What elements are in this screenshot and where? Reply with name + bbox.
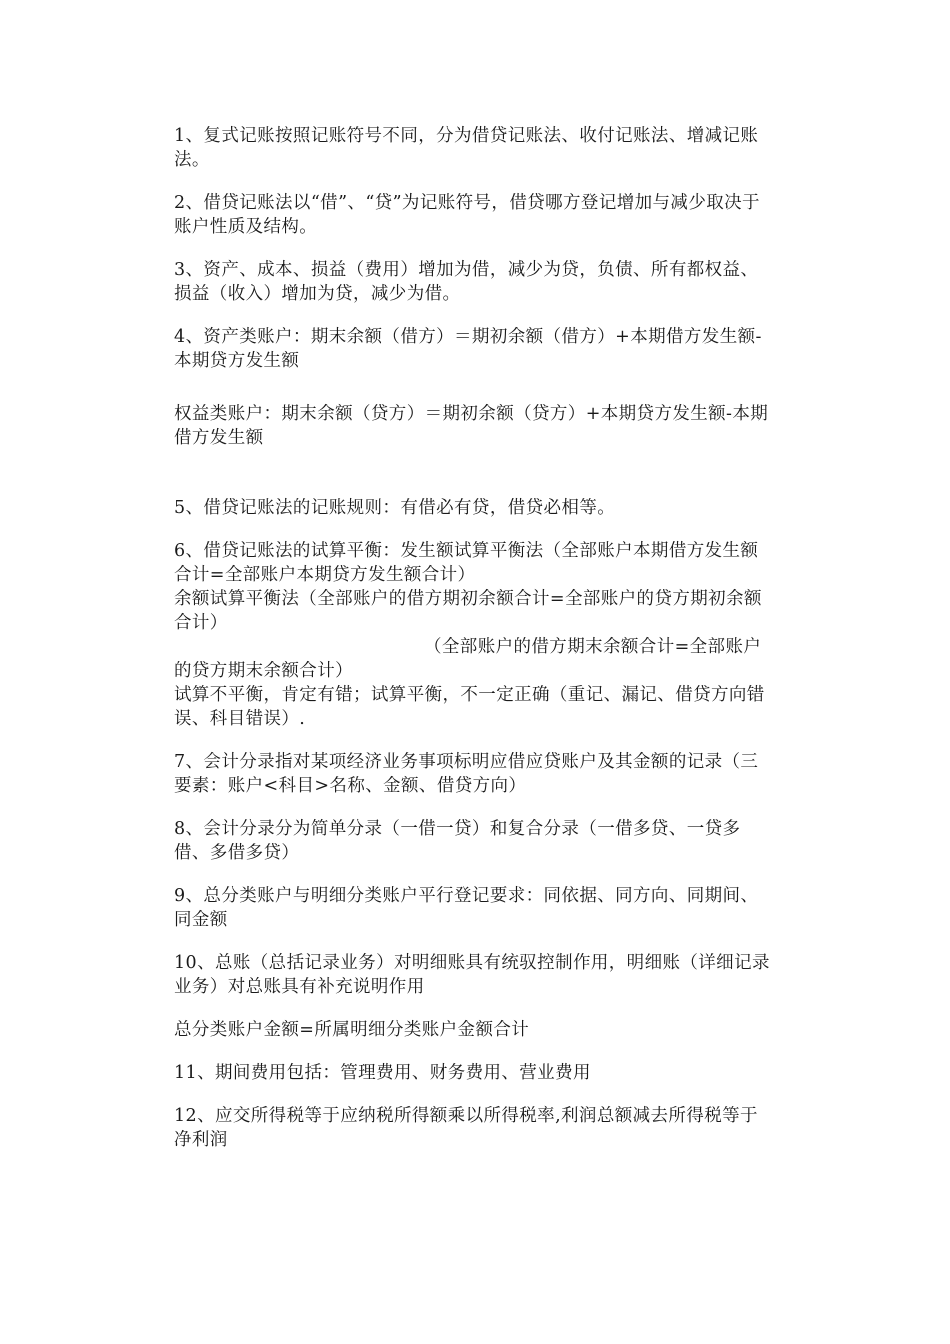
paragraph-3: 3、资产、成本、损益（费用）增加为借，减少为贷，负债、所有都权益、损益（收入）增加为贷，减少为借。 xyxy=(174,260,759,304)
paragraph-5: 5、借贷记账法的记账规则：有借必有贷，借贷必相等。 xyxy=(174,498,616,518)
paragraph-2: 2、借贷记账法以“借”、“贷”为记账符号，借贷哪方登记增加与减少取决于账户性质及结构。 xyxy=(174,193,760,237)
spacer xyxy=(174,450,774,496)
paragraph-4-equity: 权益类账户：期末余额（贷方）＝期初余额（贷方）+本期贷方发生额-本期借方发生额 xyxy=(174,404,769,448)
paragraph-10-total: 总分类账户金额=所属明细分类账户金额合计 xyxy=(174,1020,530,1040)
paragraph-4: 4、资产类账户：期末余额（借方）＝期初余额（借方）+本期借方发生额-本期贷方发生额 xyxy=(174,327,762,371)
paragraph-6-balance-closing: （全部账户的借方期末余额合计=全部账户的贷方期末余额合计） xyxy=(174,637,762,681)
paragraph-7: 7、会计分录指对某项经济业务事项标明应借应贷账户及其金额的记录（三要素：账户<科目>名称、金额、借贷方向） xyxy=(174,752,759,796)
paragraph-8: 8、会计分录分为简单分录（一借一贷）和复合分录（一借多贷、一贷多借、多借多贷） xyxy=(174,819,741,863)
paragraph-6-heading: 6、借贷记账法的试算平衡：发生额试算平衡法（全部账户本期借方发生额合计=全部账户本期贷方发生额合计） xyxy=(174,541,759,585)
document-body xyxy=(174,124,774,1171)
paragraph-6-errors: 试算不平衡，肯定有错；试算平衡，不一定正确（重记、漏记、借贷方向错误、科目错误）. xyxy=(174,685,765,729)
paragraph-6-balance-opening: 余额试算平衡法（全部账户的借方期初余额合计=全部账户的贷方期初余额合计） xyxy=(174,589,762,633)
paragraph-12: 12、应交所得税等于应纳税所得额乘以所得税率,利润总额减去所得税等于净利润 xyxy=(174,1106,758,1150)
paragraph-9: 9、总分类账户与明细分类账户平行登记要求：同依据、同方向、同期间、同金额 xyxy=(174,886,759,930)
paragraph-10: 10、总账（总括记录业务）对明细账具有统驭控制作用，明细账（详细记录业务）对总账具有补充说明作用 xyxy=(174,953,770,997)
paragraph-11: 11、期间费用包括：管理费用、财务费用、营业费用 xyxy=(174,1063,591,1083)
paragraph-1: 1、复式记账按照记账符号不同，分为借贷记账法、收付记账法、增减记账法。 xyxy=(174,126,759,170)
